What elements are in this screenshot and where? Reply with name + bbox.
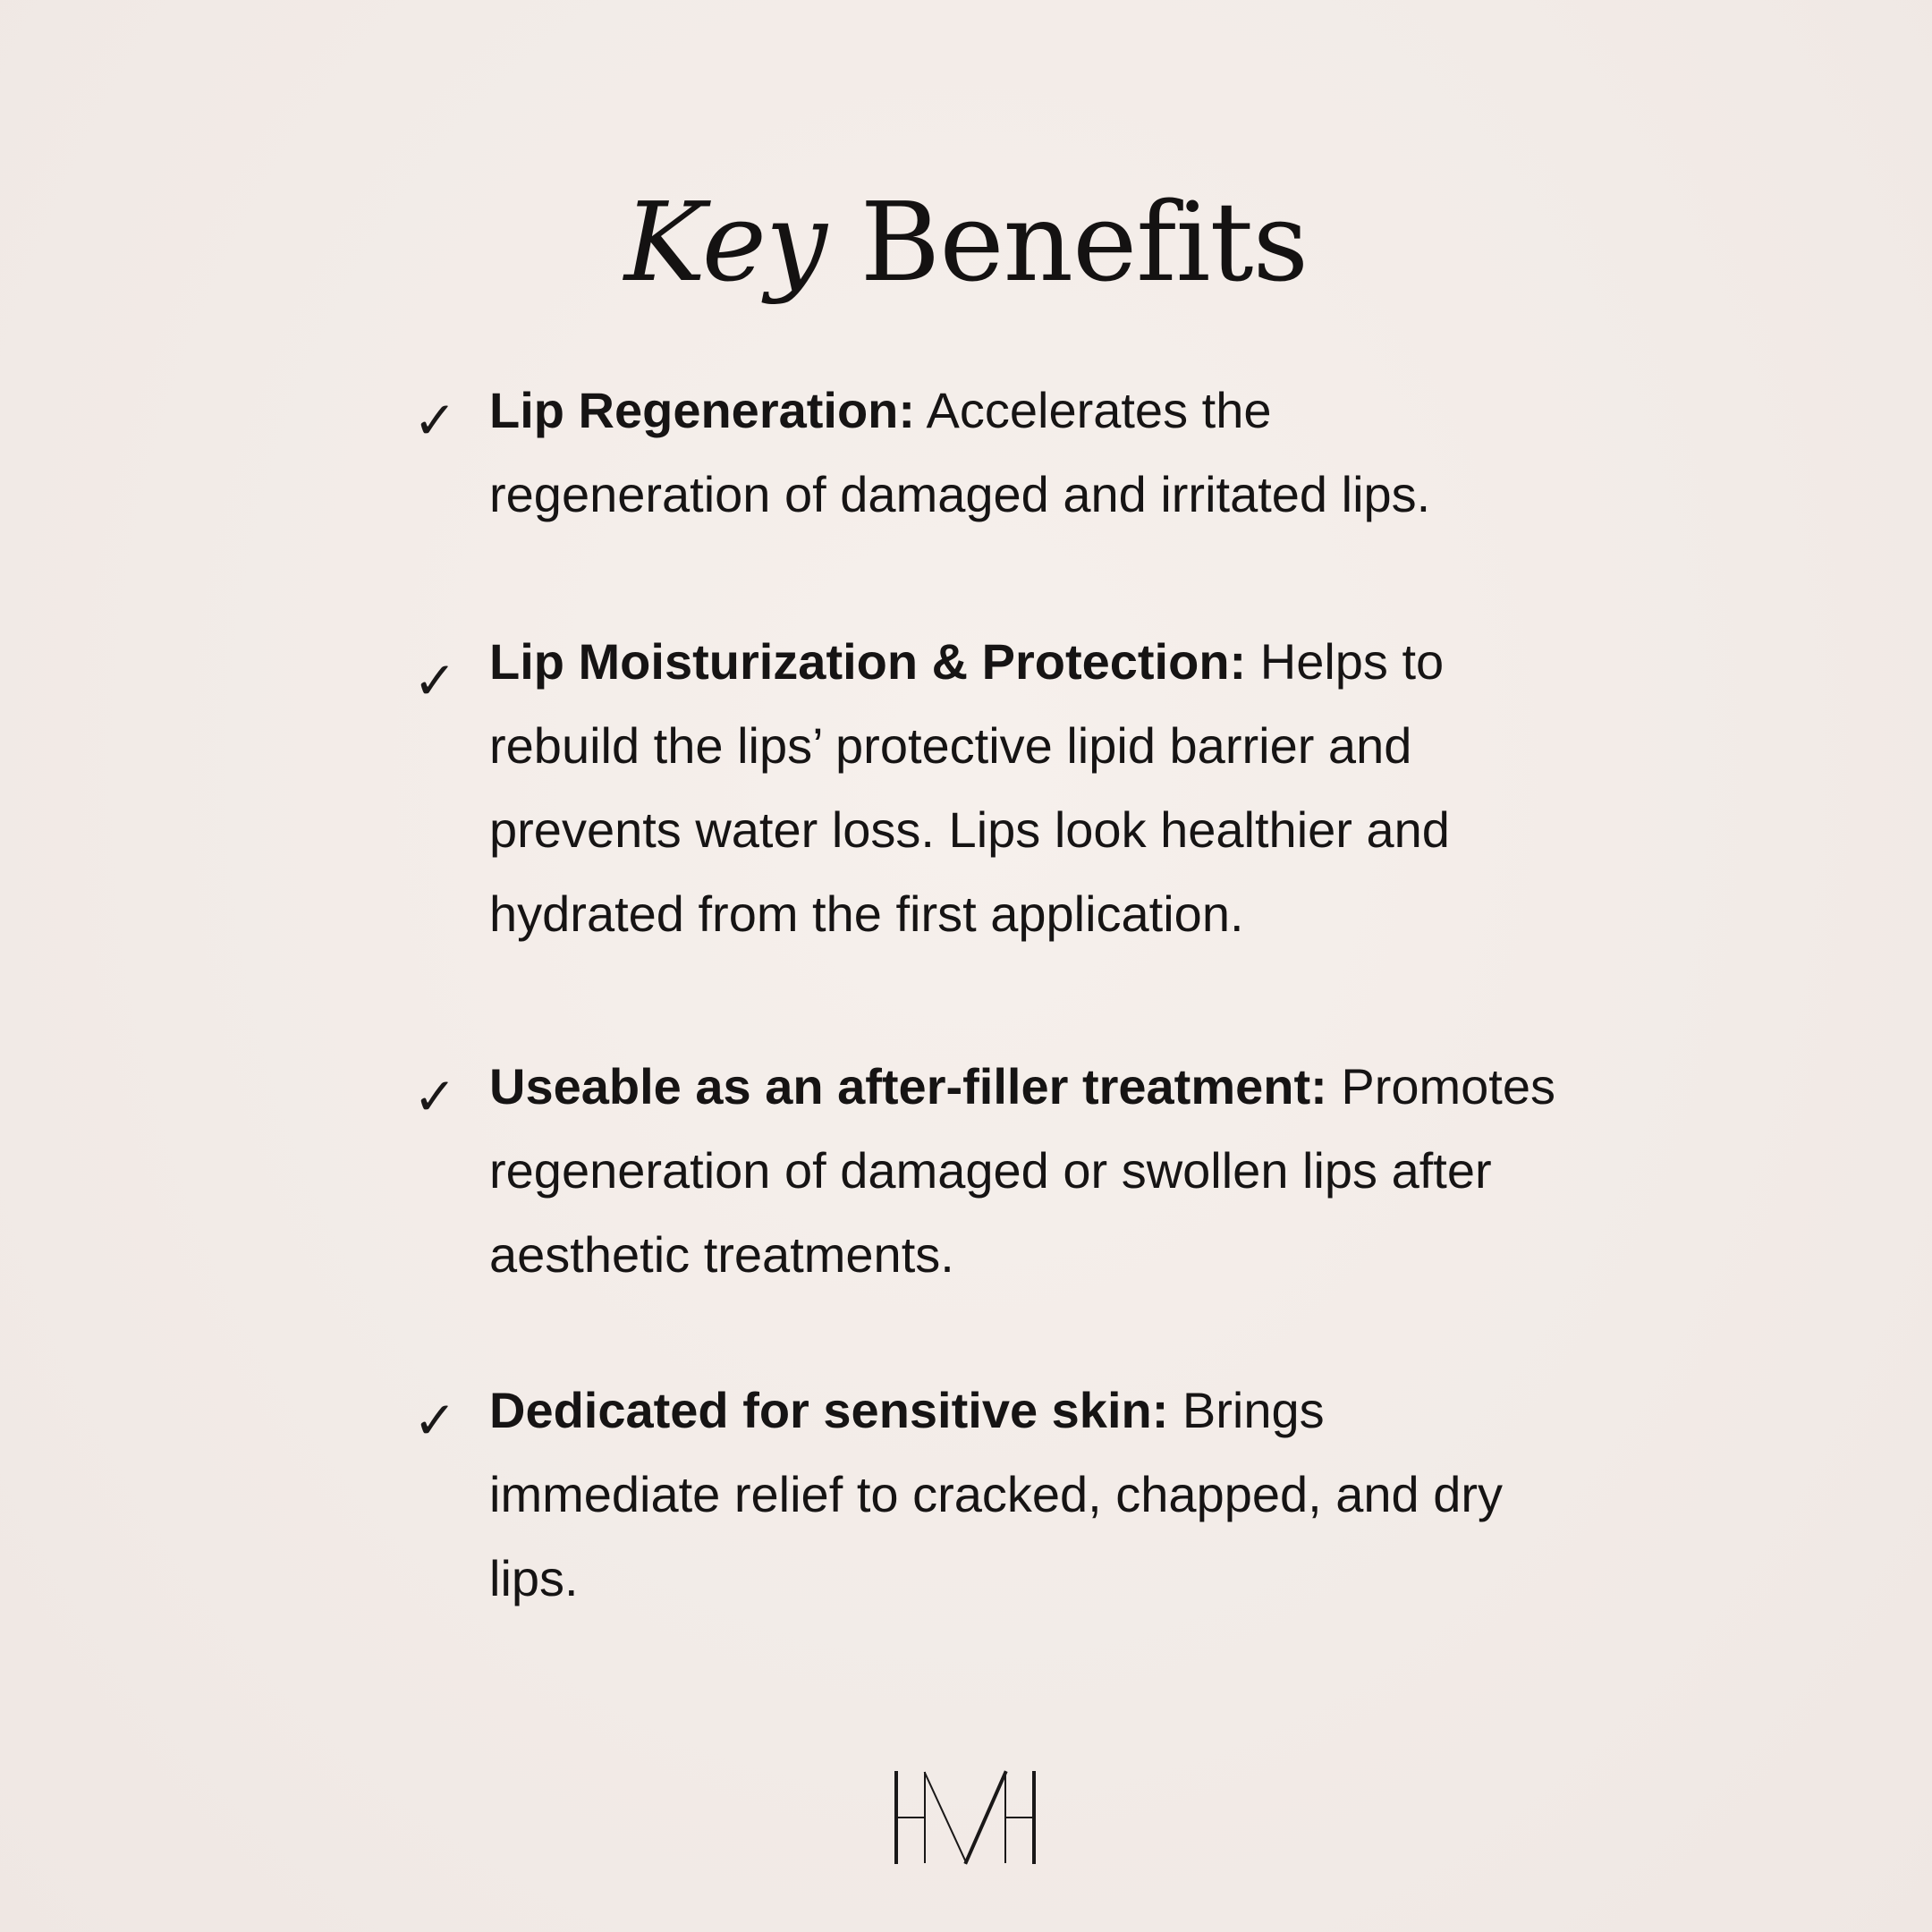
benefit-lead: Useable as an after-filler treatment:: [489, 1058, 1327, 1114]
benefit-lead: Lip Moisturization & Protection:: [489, 633, 1247, 690]
checkmark-icon: ✓: [413, 650, 457, 711]
benefit-lead: Dedicated for sensitive skin:: [489, 1382, 1169, 1438]
benefit-lead: Lip Regeneration:: [489, 382, 916, 438]
checkmark-icon: ✓: [413, 1066, 457, 1127]
benefit-item-lip-moisturization: [413, 620, 1558, 960]
title-italic-word: Key: [623, 179, 826, 306]
benefit-text: [489, 1045, 1563, 1297]
benefit-description: Brings immediate relief to cracked, chapped, and dry lips.: [489, 1382, 1504, 1606]
benefit-description: Helps to rebuild the lips’ protective lipid barrier and prevents water loss. Lips look healthier and hydrated from the first application.: [489, 633, 1450, 942]
checkmark-icon: ✓: [413, 390, 457, 451]
benefit-description: Promotes regeneration of damaged or swollen lips after aesthetic treatments.: [489, 1058, 1555, 1283]
benefit-text: [489, 369, 1563, 537]
benefit-text: [489, 620, 1563, 956]
benefit-text: [489, 1368, 1563, 1621]
benefit-item-after-filler: [413, 1045, 1558, 1304]
benefit-item-lip-regeneration: [413, 369, 1558, 547]
title-regular-word: Benefits: [860, 179, 1309, 306]
benefit-description: Accelerates the regeneration of damaged and irritated lips.: [489, 382, 1431, 522]
page-title: [0, 175, 1932, 309]
checkmark-icon: ✓: [413, 1390, 457, 1451]
hmh-logo: [886, 1764, 1046, 1871]
benefit-item-sensitive-skin: [413, 1368, 1558, 1628]
